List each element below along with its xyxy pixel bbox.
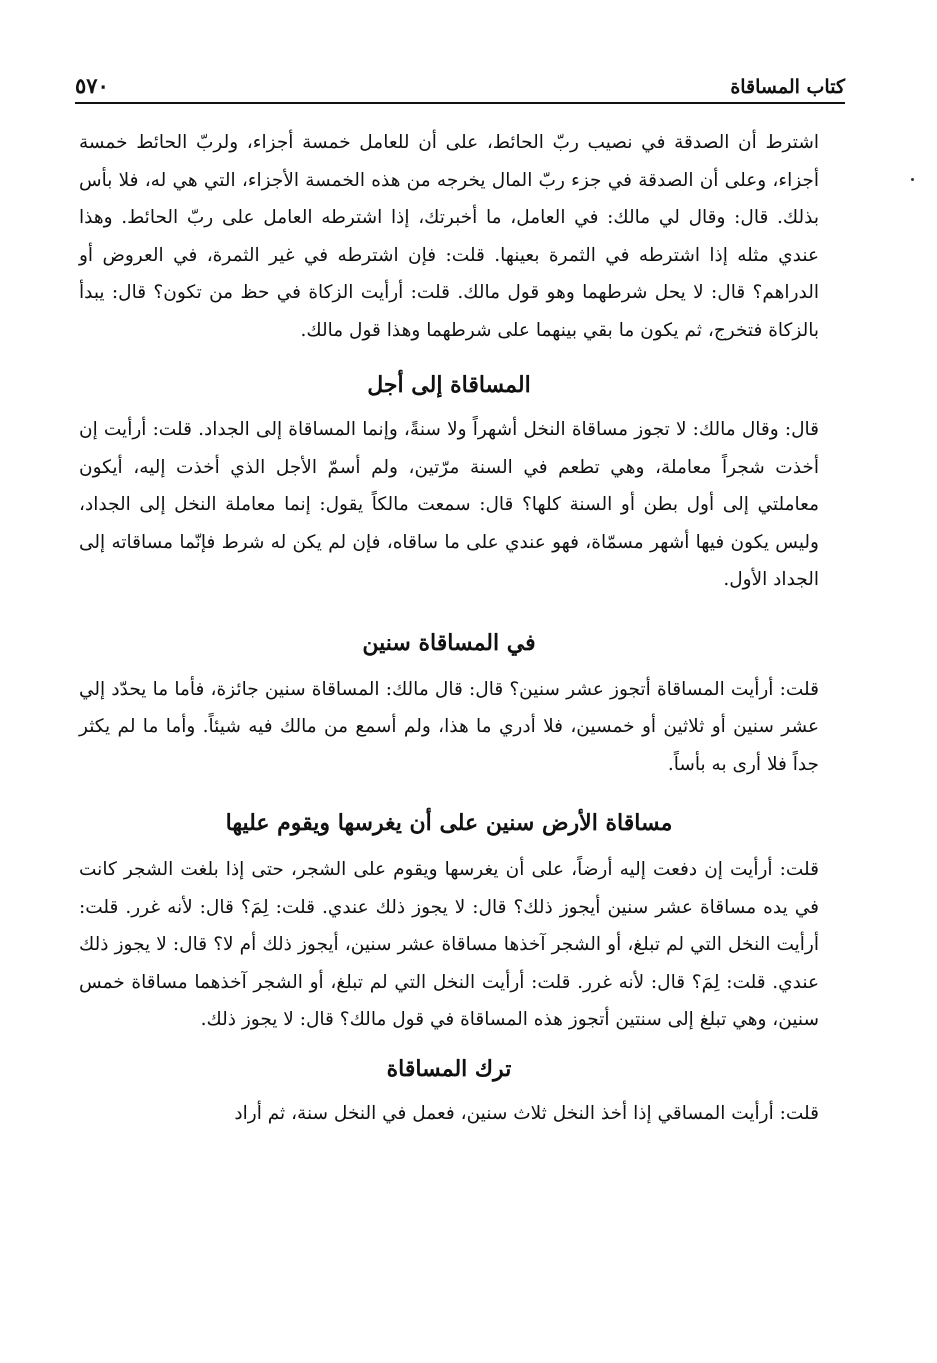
section-heading-abandonment: ترك المساقاة	[386, 1055, 512, 1082]
section-heading-land-planting: مساقاة الأرض سنين على أن يغرسها ويقوم عليها	[225, 810, 673, 836]
paragraph-term: قال: وقال مالك: لا تجوز مساقاة النخل أشهراً ولا سنةً، وإنما المساقاة إلى الجداد. قلت: أرأيت إن أخذت شجراً معاملة، وهي تطعم في السنة مرّتين، ولم أسمّ الأجل الذي أخذت إليه، أيكون معاملتي إلى أول بطن أو السنة كلها؟ قال: سمعت مالكاً يقول: إنما معاملة النخل إلى الجداد، وليس يكون فيها أشهر مسمّاة، فهو عندي على ما ساقاه، فإن لم يكن له شرط فإنّما مساقاته إلى الجداد الأول.	[79, 419, 819, 590]
paragraph-abandonment: قلت: أرأيت المساقي إذا أخذ النخل ثلاث سنين، فعمل في النخل سنة، ثم أراد	[234, 1102, 819, 1124]
paragraph-years: قلت: أرأيت المساقاة أتجوز عشر سنين؟ قال: قال مالك: المساقاة سنين جائزة، فأما ما يحدّد إلي عشر سنين أو ثلاثين أو خمسين، فلا أدري ما هذا، ولم أسمع من مالك فيه شيئاً. وأما ما لم يكثر جداً فلا أرى به بأساً.	[79, 678, 819, 775]
paragraph-intro: اشترط أن الصدقة في نصيب ربّ الحائط، على أن للعامل خمسة أجزاء، ولربّ الحائط خمسة أجزاء، وعلى أن الصدقة في جزء ربّ المال يخرجه من هذه الخمسة الأجزاء، التي هي له، فلا بأس بذلك. قال: وقال لي مالك: في العامل، ما أخبرتك، إذا اشترطه العامل على ربّ الحائط. وهذا عندي مثله إذا اشترطه في الثمرة بعينها. قلت: فإن اشترطه في غير الثمرة، في العروض أو الدراهم؟ قال: لا يحل شرطهما وهو قول مالك. قلت: أرأيت الزكاة في حظ من تكون؟ قال: يبدأ بالزكاة فتخرج، ثم يكون ما بقي بينهما على شرطهما وهذا قول مالك.	[79, 132, 819, 341]
scan-speck	[911, 178, 914, 181]
section-heading-years: في المساقاة سنين	[362, 629, 536, 656]
book-title: كتاب المساقاة	[730, 76, 845, 98]
running-header	[75, 62, 845, 104]
section-heading-term: المساقاة إلى أجل	[367, 372, 531, 398]
paragraph-land-planting: قلت: أرأيت إن دفعت إليه أرضاً، على أن يغرسها ويقوم على الشجر، حتى إذا بلغت الشجر كانت في يده مساقاة عشر سنين أيجوز ذلك؟ قال: لا يجوز ذلك عندي. قلت: لِمَ؟ قال: لأنه غرر. قلت: أرأيت النخل التي لم تبلغ، أو الشجر آخذها مساقاة عشر سنين، أيجوز ذلك أم لا؟ قال: لا يجوز ذلك عندي. قلت: لِمَ؟ قال: لأنه غرر. قلت: أرأيت النخل التي لم تبلغ، أو الشجر آخذهما مساقاة خمس سنين، وهي تبلغ إلى سنتين أتجوز هذه المساقاة في قول مالك؟ قال: لا يجوز ذلك.	[79, 859, 819, 1030]
page-body	[79, 124, 819, 1132]
page-number: ٥٧٠	[75, 73, 109, 98]
